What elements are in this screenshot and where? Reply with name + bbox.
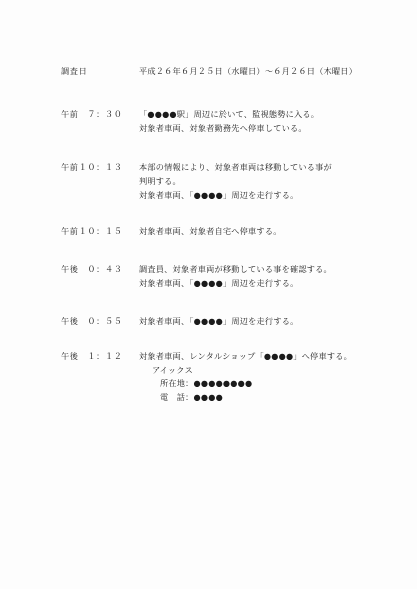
entry-line: 対象者車両、レンタルショップ「●●●●」へ停車する。 [139, 351, 352, 361]
entry-line: 対象者車両、対象者勤務先へ停車している。 [139, 123, 307, 133]
entry-line: 「●●●●駅」周辺に於いて、監視態勢に入る。 [139, 109, 320, 119]
entry-time: 午後 ０：５５ [61, 316, 123, 326]
entry-line: 対象者車両、「●●●●」周辺を走行する。 [139, 278, 299, 288]
entry-time: 午後 ０：４３ [61, 264, 123, 274]
shop-phone: 電 話：●●●● [160, 392, 223, 402]
entry-line: 対象者車両、「●●●●」周辺を走行する。 [139, 316, 299, 326]
survey-date-value: 平成２６年６月２５日（水曜日）～６月２６日（木曜日） [139, 66, 358, 76]
entry-time: 午前１０：１３ [61, 162, 123, 172]
entry-line: 調査員、対象者車両が移動している事を確認する。 [139, 264, 332, 274]
entry-line: 本部の情報により、対象者車両は移動している事が [139, 162, 332, 172]
entry-line: 判明する。 [139, 176, 181, 186]
survey-date-label: 調査日 [61, 66, 88, 76]
entry-time: 午後 １：１２ [61, 351, 123, 361]
entry-time: 午前１０：１５ [61, 226, 123, 236]
entry-time: 午前 ７：３０ [61, 109, 123, 119]
entry-line: 対象者車両、「●●●●」周辺を走行する。 [139, 190, 299, 200]
shop-name: アイックス [152, 365, 193, 375]
entry-line: 対象者車両、対象者自宅へ停車する。 [139, 226, 282, 236]
shop-address: 所在地：●●●●●●●● [160, 378, 253, 388]
